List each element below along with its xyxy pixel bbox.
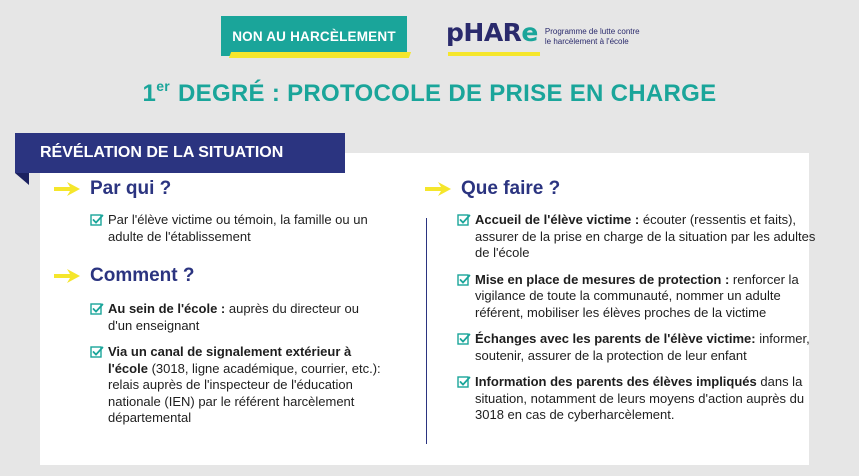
list-item-bold: Mise en place de mesures de protection :	[475, 271, 730, 287]
list-item-bold: Au sein de l'école :	[108, 301, 226, 316]
check-icon	[457, 273, 471, 287]
list-item	[52, 301, 382, 334]
badge-underline	[229, 52, 411, 58]
yellow-arrow-icon	[423, 181, 453, 197]
list-item-bold: Échanges avec les parents de l'élève victime:	[475, 331, 756, 346]
campaign-badge	[221, 16, 407, 56]
que-faire-heading-label: Que faire ?	[461, 178, 561, 199]
title-text: DEGRÉ : PROTOCOLE DE PRISE EN CHARGE	[178, 80, 717, 107]
right-column	[423, 174, 818, 424]
yellow-arrow-icon	[52, 268, 82, 284]
logo-wordmark	[446, 18, 538, 47]
list-item	[423, 331, 818, 364]
check-icon	[90, 302, 104, 316]
page-title	[0, 80, 859, 108]
logo-word-e: e	[521, 18, 538, 47]
list-item-bold: Via un canal de signalement extérieur à l'école	[108, 344, 352, 376]
check-icon	[457, 375, 471, 389]
logo-subtitle	[545, 27, 655, 46]
check-icon	[90, 213, 104, 227]
list-item-text: (3018, ligne académique, courrier, etc.): relais auprès de l'inspecteur de l'éducation nationale (IEN) par le référent harcèlement départemental	[108, 360, 381, 425]
list-item-bold: Accueil de l'élève victime :	[475, 212, 640, 227]
par-qui-heading	[52, 174, 382, 204]
list-item	[423, 272, 818, 322]
yellow-arrow-icon	[52, 181, 82, 197]
left-column	[52, 174, 382, 427]
title-num: 1	[142, 80, 157, 107]
section-banner	[15, 133, 345, 173]
logo-subtitle-line-1: Programme de lutte contre	[544, 27, 640, 36]
logo-subtitle-line-2: le harcèlement à l'école	[544, 36, 629, 46]
comment-heading	[52, 261, 382, 291]
title-sup: er	[156, 78, 171, 94]
phare-logo	[446, 20, 655, 60]
list-item-bold: Information des parents des élèves impliqués	[475, 374, 757, 389]
list-item-text: auprès du directeur ou d'un enseignant	[108, 301, 359, 333]
list-item-text: renforcer la vigilance de toute la communauté, nommer un adulte référent, mobiliser les élèves proches de la victime	[475, 271, 799, 320]
list-item	[423, 374, 818, 424]
list-item-text: informer, soutenir, assurer de la protection de leur enfant	[475, 331, 810, 363]
comment-heading-label: Comment ?	[90, 265, 195, 286]
list-item	[52, 344, 382, 427]
logo-underline	[448, 52, 540, 56]
check-icon	[457, 332, 471, 346]
list-item-text: dans la situation, notamment de leurs moyens d'action auprès du 3018 en cas de cyberharcèlement.	[475, 374, 805, 422]
list-item-text: Par l'élève victime ou témoin, la famille ou un adulte de l'établissement	[108, 212, 368, 244]
que-faire-heading	[423, 174, 818, 204]
list-item	[423, 212, 818, 262]
section-banner-label: RÉVÉLATION DE LA SITUATION	[40, 144, 284, 161]
check-icon	[457, 213, 471, 227]
campaign-badge-label: NON AU HARCÈLEMENT	[232, 28, 396, 44]
logo-word-main: pHAR	[446, 18, 522, 47]
list-item	[52, 212, 382, 245]
list-item-text: écouter (ressentis et faits), assurer de la prise en charge de la situation par les adultes de l'école	[475, 212, 816, 260]
par-qui-heading-label: Par qui ?	[90, 178, 172, 199]
check-icon	[90, 345, 104, 359]
